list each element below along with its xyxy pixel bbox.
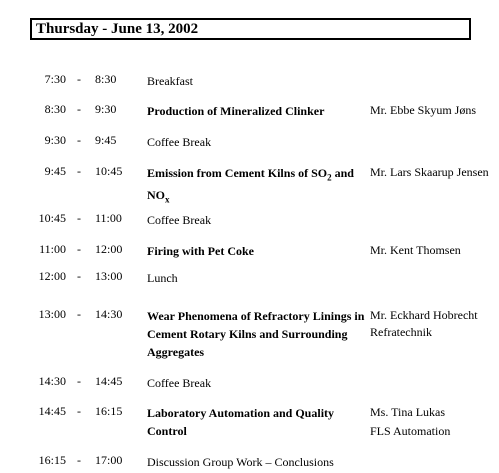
session-title: Coffee Break [147,376,212,390]
start-time: 10:45 [38,211,66,225]
speaker-affiliation: FLS Automation [370,424,451,438]
time-separator: - [77,307,81,321]
end-time: 17:00 [95,453,123,467]
start-time: 16:15 [38,453,66,467]
subscript: x [165,194,170,205]
session-title: Discussion Group Work – Conclusions [147,455,334,469]
end-time: 14:45 [95,374,123,388]
time-separator: - [77,211,81,225]
session-title: Breakfast [147,74,193,88]
session-title: Lunch [147,271,178,285]
session-title: Wear Phenomena of Refractory Linings in Cement Rotary Kilns and Surrounding Aggregates [147,309,365,359]
end-time: 9:45 [95,133,117,147]
end-time: 16:15 [95,404,123,418]
speaker-block [370,307,498,341]
session-title: Firing with Pet Coke [147,244,254,258]
end-time: 11:00 [95,211,122,225]
end-time: 13:00 [95,269,123,283]
start-time: 12:00 [38,269,66,283]
start-time: 11:00 [39,242,66,256]
session-title: Laboratory Automation and Quality Control [147,406,335,438]
speaker-name: Ms. Tina Lukas [370,405,446,419]
session-title: Production of Mineralized Clinker [147,104,325,118]
session-title: Coffee Break [147,135,212,149]
end-time: 8:30 [95,72,117,86]
speaker-block [370,404,498,440]
session-title [147,164,369,209]
start-time: 7:30 [44,72,66,86]
time-separator: - [77,453,81,467]
start-time: 8:30 [44,102,66,116]
start-time: 9:45 [44,164,66,178]
time-separator: - [77,404,81,418]
end-time: 14:30 [95,307,123,321]
speaker-name: Mr. Kent Thomsen [370,243,461,257]
subscript: 2 [327,172,332,183]
speaker-name: Mr. Ebbe Skyum Jøns [370,103,477,117]
time-separator: - [77,242,81,256]
speaker-name: Mr. Eckhard Hobrecht [370,308,478,322]
time-separator: - [77,72,81,86]
session-title: Coffee Break [147,213,212,227]
start-time: 14:45 [38,404,66,418]
title-text: and NO [147,166,354,203]
time-separator: - [77,102,81,116]
time-separator: - [77,269,81,283]
start-time: 13:00 [38,307,66,321]
end-time: 12:00 [95,242,123,256]
start-time: 14:30 [38,374,66,388]
title-text: Emission from Cement Kilns of SO [147,166,328,180]
end-time: 10:45 [95,164,123,178]
time-separator: - [77,374,81,388]
end-time: 9:30 [95,102,117,116]
time-separator: - [77,133,81,147]
speaker-affiliation: Refratechnik [370,325,432,339]
time-separator: - [77,164,81,178]
day-header: Thursday - June 13, 2002 [30,18,471,40]
start-time: 9:30 [44,133,66,147]
speaker-name: Mr. Lars Skaarup Jensen [370,165,489,179]
